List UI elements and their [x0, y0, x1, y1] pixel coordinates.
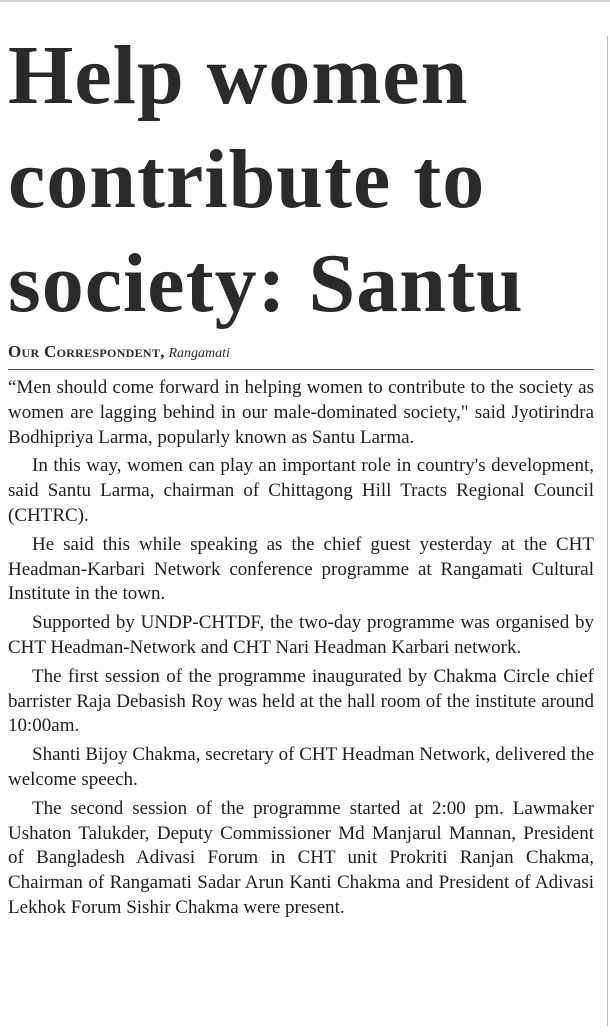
headline — [8, 24, 604, 336]
byline-location: Rangamati — [168, 346, 230, 361]
byline-divider — [8, 369, 594, 370]
headline-line-3: society: Santu — [8, 237, 524, 330]
top-border — [0, 0, 610, 2]
article-paragraph-7: The second session of the programme started at 2:00 pm. Lawmaker Ushaton Talukder, Deputy Commissioner Md Manjarul Mannan, President of Bangladesh Adivasi Forum in CHT unit Prokriti Ranjan Chakma, Chairman of Rangamati Sadar Arun Kanti Chakma and President of Adivasi Lekhok Forum Sishir Chakma were present. — [8, 797, 594, 918]
article-paragraph-3: He said this while speaking as the chief guest yesterday at the CHT Headman-Karbari Network conference programme at Rangamati Cultural Institute in the town. — [8, 533, 594, 605]
byline — [8, 342, 604, 364]
column-rule — [607, 36, 608, 1026]
article-paragraph-4: Supported by UNDP-CHTDF, the two-day programme was organised by CHT Headman-Network and CHT Nari Headman Karbari network. — [8, 612, 594, 658]
headline-line-1: Help women — [8, 29, 469, 122]
article-paragraph-2: In this way, women can play an important role in country's development, said Santu Larma, chairman of Chittagong Hill Tracts Regional Council (CHTRC). — [8, 455, 594, 526]
article-paragraph-1: “Men should come forward in helping women to contribute to the society as women are lagging behind in our male-dominated society," said Jyotirindra Bodhipriya Larma, popularly known as Santu Larma. — [8, 377, 594, 448]
article-paragraph-6: Shanti Bijoy Chakma, secretary of CHT Headman Network, delivered the welcome speech. — [8, 744, 594, 790]
article-body — [8, 376, 594, 925]
headline-line-2: contribute to — [8, 133, 486, 226]
byline-author: Our Correspondent, — [8, 342, 165, 361]
article-paragraph-5: The first session of the programme inaugurated by Chakma Circle chief barrister Raja Debasish Roy was held at the hall room of the institute around 10:00am. — [8, 665, 594, 737]
